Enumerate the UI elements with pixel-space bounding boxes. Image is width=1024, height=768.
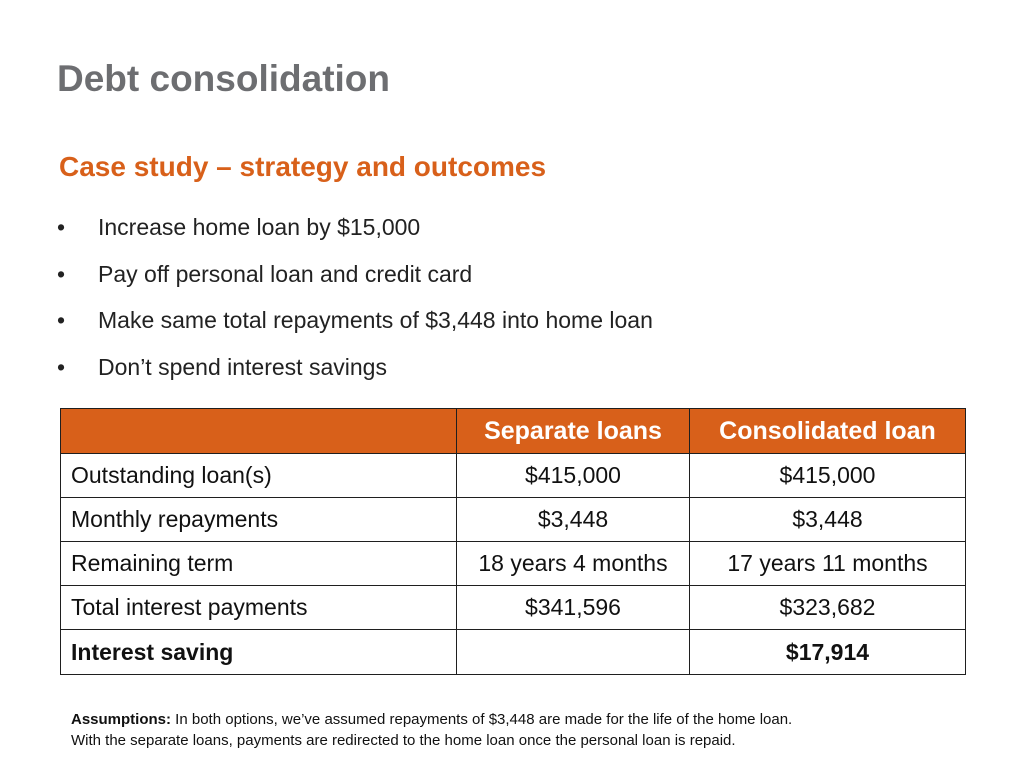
- separate-value: [457, 630, 690, 675]
- assumptions-note: [71, 709, 951, 751]
- table-header-row: [61, 409, 966, 454]
- header-consolidated-loan: Consolidated loan: [690, 409, 966, 454]
- section-subtitle: Case study – strategy and outcomes: [59, 151, 547, 182]
- bullet-icon: •: [57, 214, 66, 240]
- separate-value: $415,000: [457, 454, 690, 498]
- bullet-text: Make same total repayments of $3,448 into home loan: [98, 307, 653, 333]
- separate-value: $341,596: [457, 586, 690, 630]
- consolidated-value: 17 years 11 months: [690, 542, 966, 586]
- row-label: Outstanding loan(s): [61, 454, 457, 498]
- separate-value: 18 years 4 months: [457, 542, 690, 586]
- table-row-total: [61, 630, 966, 675]
- table-row: [61, 454, 966, 498]
- row-label: Monthly repayments: [61, 498, 457, 542]
- page-title: Debt consolidation: [57, 58, 390, 99]
- comparison-table: [60, 408, 966, 675]
- assumptions-text-1: In both options, we’ve assumed repayments of $3,448 are made for the life of the home loan.: [171, 711, 793, 728]
- separate-value: $3,448: [457, 498, 690, 542]
- table-row: [61, 542, 966, 586]
- row-label: Interest saving: [61, 630, 457, 675]
- consolidated-value: $415,000: [690, 454, 966, 498]
- row-label: Total interest payments: [61, 586, 457, 630]
- table-row: [61, 498, 966, 542]
- bullet-text: Don’t spend interest savings: [98, 353, 387, 380]
- bullet-icon: •: [57, 353, 66, 380]
- bullet-text: Increase home loan by $15,000: [98, 214, 421, 240]
- consolidated-value: $323,682: [690, 586, 966, 630]
- assumptions-label: Assumptions:: [71, 711, 172, 728]
- bullet-icon: •: [57, 307, 66, 333]
- header-separate-loans: Separate loans: [457, 409, 690, 454]
- header-cell-empty: [61, 409, 457, 454]
- bullet-text: Pay off personal loan and credit card: [98, 260, 473, 287]
- assumptions-line-1: [71, 709, 951, 730]
- bullet-icon: •: [57, 260, 66, 287]
- consolidated-value: $17,914: [690, 630, 966, 675]
- consolidated-value: $3,448: [690, 498, 966, 542]
- table-row: [61, 586, 966, 630]
- assumptions-text-2: With the separate loans, payments are redirected to the home loan once the personal loan is repaid.: [71, 732, 736, 749]
- row-label: Remaining term: [61, 542, 457, 586]
